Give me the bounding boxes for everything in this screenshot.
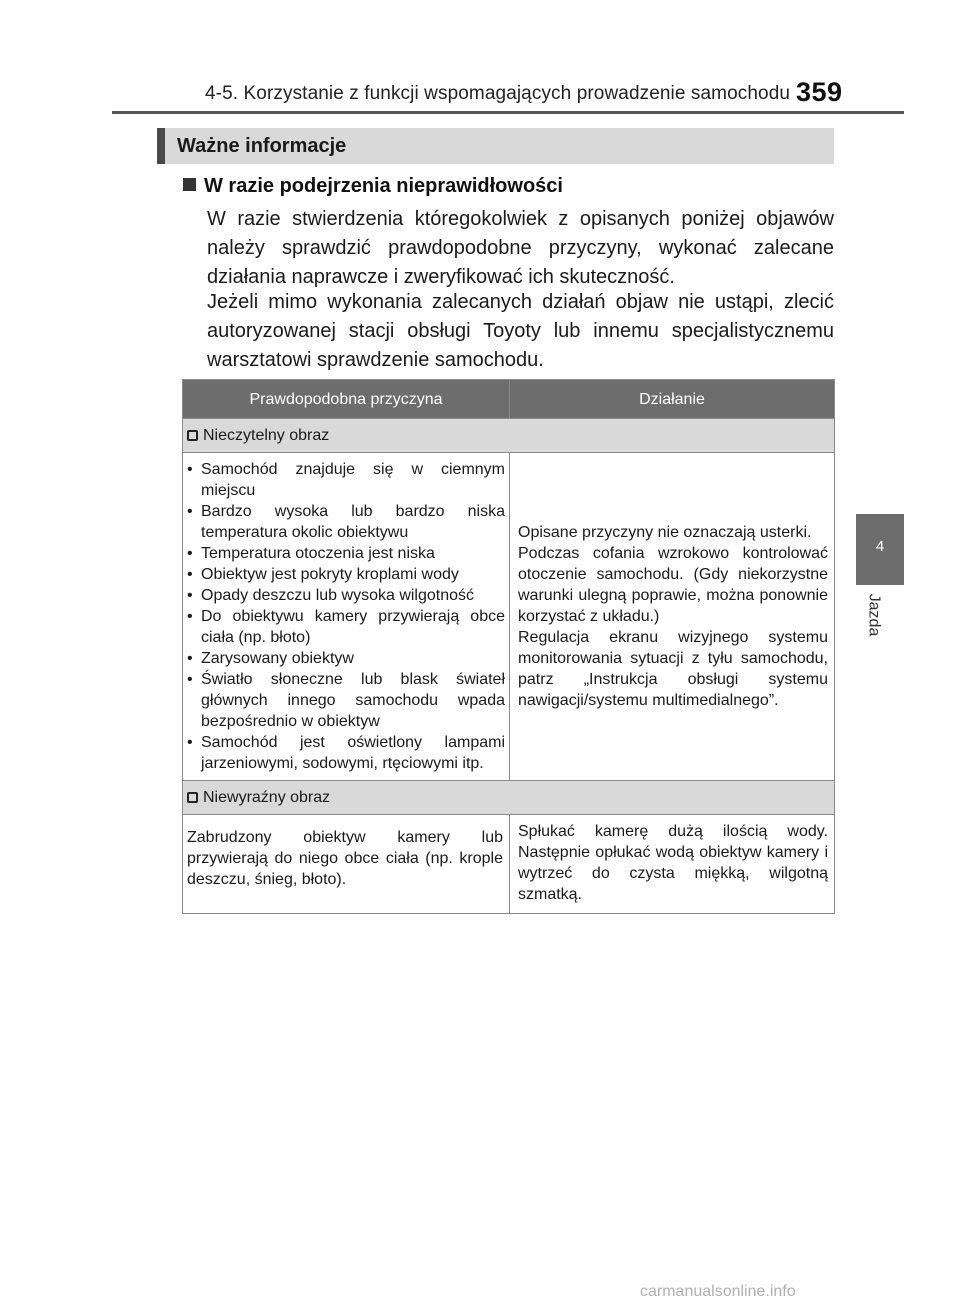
- square-bullet-icon: [183, 178, 196, 191]
- cause-cell: Zabrudzony obiektyw kamery lub przywierają do niego obce ciała (np. krople deszczu, śnieg, błoto).: [183, 815, 510, 914]
- section-accent-bar: [157, 128, 165, 164]
- chapter-tab: [856, 514, 904, 585]
- watermark: carmanualsonline.info: [640, 1283, 796, 1300]
- cause-cell: [183, 453, 510, 781]
- list-item: • Światło słoneczne lub blask świateł głównych innego samochodu wpada bezpośrednio w obiektyw: [187, 669, 505, 732]
- list-item: • Opady deszczu lub wysoka wilgotność: [187, 585, 505, 606]
- section-title: Ważne informacje: [177, 135, 347, 157]
- list-item: • Obiektyw jest pokryty kroplami wody: [187, 564, 505, 585]
- troubleshooting-table: [182, 379, 835, 914]
- list-item: • Samochód jest oświetlony lampami jarzeniowymi, sodowymi, rtęciowymi itp.: [187, 732, 505, 774]
- action-text: Opisane przyczyny nie oznaczają usterki.: [518, 524, 812, 541]
- escalation-paragraph: Jeżeli mimo wykonania zalecanych działań objaw nie ustąpi, zlecić autoryzowanej stacji obsługi Toyoty lub innemu specjalistycznemu warsztatowi sprawdzenie samochodu.: [207, 291, 834, 371]
- checkbox-icon: [187, 430, 198, 441]
- section-heading: [157, 128, 834, 164]
- page-number: 359: [796, 77, 843, 107]
- list-item: • Samochód znajduje się w ciemnym miejscu: [187, 459, 505, 501]
- column-header-cause: Prawdopodobna przyczyna: [183, 380, 510, 419]
- action-cell: [510, 453, 835, 781]
- table-row: [183, 453, 835, 781]
- category-row: [183, 419, 835, 453]
- category-label: Niewyraźny obraz: [203, 789, 331, 806]
- subsection-title: W razie podejrzenia nieprawidłowości: [204, 175, 563, 197]
- table-header-row: [183, 380, 835, 419]
- chapter-label: Jazda: [865, 593, 883, 637]
- category-label: Nieczytelny obraz: [203, 427, 330, 444]
- chapter-title: 4-5. Korzystanie z funkcji wspomagających prowadzenie samochodu: [205, 83, 791, 104]
- category-row: [183, 781, 835, 815]
- table-row: [183, 815, 835, 914]
- action-text: Podczas cofania wzrokowo kontrolować otoczenie samochodu. (Gdy niekorzystne warunki ulegną poprawie, można ponownie korzystać z układu.): [518, 545, 828, 625]
- subsection-heading: [183, 175, 563, 198]
- list-item: • Do obiektywu kamery przywierają obce ciała (np. błoto): [187, 606, 505, 648]
- chapter-side-label: [862, 590, 892, 640]
- category-cell: [183, 781, 835, 815]
- list-item: • Bardzo wysoka lub bardzo niska temperatura okolic obiektywu: [187, 501, 505, 543]
- category-cell: [183, 419, 835, 453]
- chapter-number: 4: [875, 538, 885, 555]
- cause-list: [187, 459, 505, 774]
- action-cell: Spłukać kamerę dużą ilością wody. Następnie opłukać wodą obiektyw kamery i wytrzeć do czysta miękką, wilgotną szmatką.: [510, 815, 835, 914]
- checkbox-icon: [187, 792, 198, 803]
- list-item: • Temperatura otoczenia jest niska: [187, 543, 505, 564]
- page-header: [0, 0, 960, 118]
- action-text: Regulacja ekranu wizyjnego systemu monitorowania sytuacji z tyłu samochodu, patrz „Instrukcja obsługi systemu nawigacji/systemu multimedialnego”.: [518, 629, 828, 709]
- intro-paragraph: W razie stwierdzenia któregokolwiek z opisanych poniżej objawów należy sprawdzić prawdopodobne przyczyny, wykonać zalecane działania naprawcze i zweryfikować ich skuteczność.: [207, 208, 834, 288]
- list-item: • Zarysowany obiektyw: [187, 648, 505, 669]
- header-divider: [112, 111, 904, 114]
- column-header-action: Działanie: [510, 380, 835, 419]
